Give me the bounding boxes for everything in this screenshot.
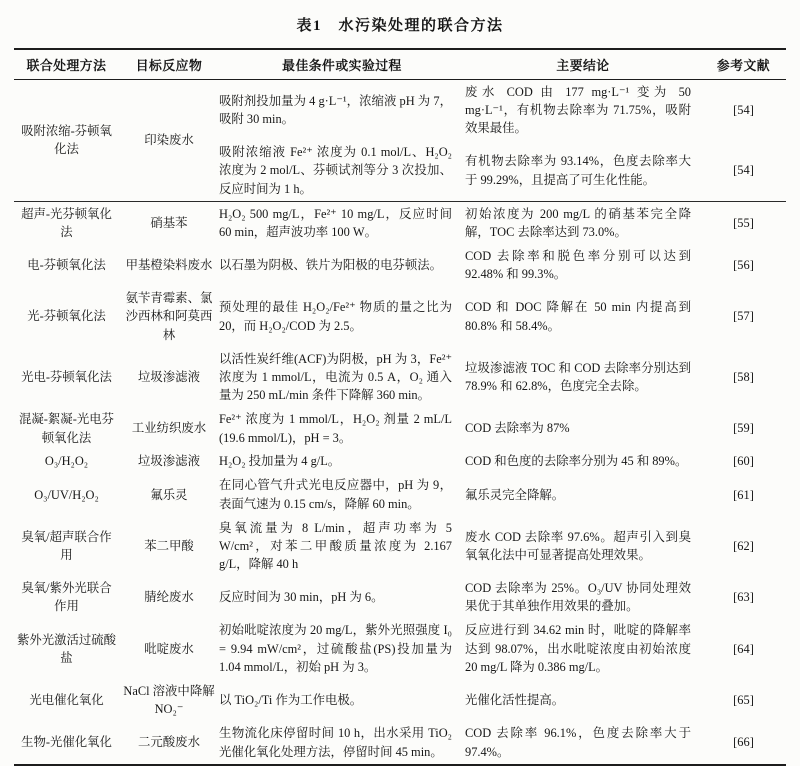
method-cell: 生物-光催化氧化: [21, 735, 112, 750]
method-cell: O₃/H₂O₂: [44, 454, 89, 469]
target-cell: 印染废水: [144, 133, 194, 148]
conclusion-cell: 废水 COD 由 177 mg·L⁻¹ 变为 50 mg·L⁻¹，有机物去除率为 71.75%，吸附效果最佳。: [465, 84, 691, 136]
conclusion-cell: 废水 COD 去除率 97.6%。超声引入到臭氧氧化法中可显著提高处理效果。: [465, 529, 691, 563]
table-row: [14, 347, 786, 408]
header-method: 联合处理方法: [14, 49, 119, 80]
method-cell: 电-芬顿氧化法: [27, 258, 106, 273]
reference-cell: [64]: [733, 641, 754, 656]
table-body: [14, 80, 786, 765]
conditions-cell: H₂O₂ 500 mg/L，Fe²⁺ 10 mg/L，反应时间 60 min，超声波功率 100 W。: [219, 202, 465, 245]
table-row: [14, 577, 786, 619]
reference-cell: [59]: [733, 421, 754, 436]
conditions-cell: 预处理的最佳 H₂O₂/Fe²⁺ 物质的量之比为 20，而 H₂O₂/COD 为 2.5。: [219, 300, 452, 333]
conditions-cell: 以活性炭纤维(ACF)为阴极，pH 为 3，Fe²⁺ 浓度为 1 mmol/L，电流为 0.5 A，O₂ 通入量为 250 mL/min 条件下降解 360 min。: [219, 351, 452, 403]
conclusion-cell: COD 去除率为 25%。O₃/UV 协同处理效果优于其单独作用效果的叠加。: [465, 581, 691, 614]
reference-cell: [57]: [733, 309, 754, 324]
conditions-cell: 反应时间为 30 min，pH 为 6。: [219, 590, 384, 605]
reference-cell: [54]: [733, 102, 754, 117]
conditions-cell: 吸附剂投加量为 4 g·L⁻¹，浓缩液 pH 为 7，吸附 30 min。: [219, 93, 452, 127]
target-cell: 垃圾渗滤液: [138, 370, 200, 385]
conditions-cell: H₂O₂ 投加量为 4 g/L。: [219, 454, 341, 469]
table-row: [14, 202, 786, 245]
conclusion-cell: 有机物去除率为 93.14%，色度去除率大于 99.29%，且提高了可生化性能。: [465, 154, 691, 187]
conditions-cell: 初始吡啶浓度为 20 mg/L，紫外光照强度 I₀ = 9.94 mW/cm²，过硫酸盐(PS)投加量为 1.04 mmol/L，初始 pH 为 3。: [219, 623, 452, 675]
method-cell: 臭氧/紫外光联合作用: [21, 581, 112, 614]
conclusion-cell: 反应进行到 34.62 min 时，吡啶的降解率达到 98.07%，出水吡啶浓度由初始浓度 20 mg/L 降为 0.386 mg/L。: [465, 623, 691, 675]
target-cell: 垃圾渗滤液: [138, 454, 200, 469]
header-conclusion: 主要结论: [465, 49, 701, 80]
table-header: [14, 49, 786, 80]
table-title: 表1 水污染处理的联合方法: [296, 18, 504, 34]
conclusion-cell: 光催化活性提高。: [465, 693, 565, 708]
target-cell: 二元酸废水: [138, 735, 200, 750]
reference-cell: [55]: [701, 202, 786, 245]
method-cell: 吸附浓缩-芬顿氧化法: [21, 123, 112, 157]
reference-cell: [62]: [733, 538, 754, 553]
header-conditions: 最佳条件或实验过程: [219, 49, 465, 80]
conclusion-cell: 初始浓度为 200 mg/L 的硝基苯完全降解，TOC 去除率达到 73.0%。: [465, 202, 701, 245]
conclusion-cell: COD 和色度的去除率分别为 45 和 89%。: [465, 454, 688, 469]
target-cell: 氟乐灵: [150, 487, 188, 502]
reference-cell: [54]: [733, 163, 754, 178]
conditions-cell: 生物流化床停留时间 10 h，出水采用 TiO₂ 光催化氧化处理方法，停留时间 45 min。: [219, 726, 452, 759]
table-row: [14, 408, 786, 450]
conditions-cell: 以 TiO₂/Ti 作为工作电极。: [219, 693, 363, 708]
conclusion-cell: COD 和 DOC 降解在 50 min 内提高到 80.8% 和 58.4%。: [465, 300, 691, 333]
conditions-cell: 在同心管气升式光电反应器中，pH 为 9，表面气速为 0.15 cm/s，降解 60 min。: [219, 478, 452, 511]
table-row: [14, 80, 786, 141]
reference-cell: [66]: [733, 735, 754, 750]
reference-cell: [63]: [733, 590, 754, 605]
reference-cell: [65]: [733, 693, 754, 708]
method-cell: 超声-光芬顿氧化法: [14, 202, 119, 245]
target-cell: 腈纶废水: [144, 590, 194, 605]
table-row: [14, 450, 786, 474]
method-cell: O₃/UV/H₂O₂: [34, 487, 99, 502]
table-row: [14, 244, 786, 286]
conditions-cell: Fe²⁺ 浓度为 1 mmol/L，H₂O₂ 剂量 2 mL/L (19.6 mmol/L)，pH = 3。: [219, 412, 452, 445]
method-cell: 光-芬顿氧化法: [27, 309, 106, 324]
table-row: [14, 474, 786, 516]
reference-cell: [61]: [733, 487, 754, 502]
conclusion-cell: COD 去除率为 87%: [465, 421, 570, 436]
conclusion-cell: 氟乐灵完全降解。: [465, 487, 565, 502]
table-row: [14, 516, 786, 577]
target-cell: 吡啶废水: [144, 641, 194, 656]
target-cell: 氨苄青霉素、氯沙西林和阿莫西林: [125, 291, 213, 342]
header-row: [14, 49, 786, 80]
table-row: [14, 722, 786, 765]
target-cell: NaCl 溶液中降解 NO₂⁻: [123, 683, 215, 717]
conditions-cell: 臭氧流量为 8 L/min，超声功率为 5 W/cm²，对苯二甲酸质量浓度为 2.167 g/L，降解 40 h: [219, 520, 452, 572]
method-cell: 臭氧/超声联合作用: [21, 529, 112, 563]
target-cell: 甲基橙染料废水: [125, 258, 213, 273]
method-cell: 紫外光激活过硫酸盐: [16, 632, 117, 665]
conditions-cell: 吸附浓缩液 Fe²⁺ 浓度为 0.1 mol/L、H₂O₂ 浓度为 2 mol/L、芬顿试剂等分 3 次投加、反应时间为 1 h。: [219, 145, 452, 196]
header-target: 目标反应物: [119, 49, 219, 80]
method-cell: 光电-芬顿氧化法: [21, 370, 112, 385]
conclusion-cell: COD 去除率 96.1%，色度去除率大于 97.4%。: [465, 726, 691, 759]
conditions-cell: 以石墨为阴极、铁片为阳极的电芬顿法。: [219, 258, 443, 273]
reference-cell: [60]: [733, 454, 754, 469]
header-reference: 参考文献: [701, 49, 786, 80]
table-row: [14, 619, 786, 680]
reference-cell: [56]: [733, 258, 754, 273]
target-cell: 苯二甲酸: [144, 538, 194, 553]
reference-cell: [58]: [733, 370, 754, 385]
conclusion-cell: 垃圾渗滤液 TOC 和 COD 去除率分别达到 78.9% 和 62.8%，色度完全去除。: [465, 360, 691, 394]
combined-methods-table: [14, 48, 786, 766]
table-row: [14, 679, 786, 721]
target-cell: 硝基苯: [119, 202, 219, 245]
target-cell: 工业纺织废水: [131, 421, 207, 436]
method-cell: 混凝-絮凝-光电芬顿氧化法: [19, 412, 114, 445]
conclusion-cell: COD 去除率和脱色率分别可以达到 92.48% 和 99.3%。: [465, 248, 691, 282]
method-cell: 光电催化氧化: [29, 693, 104, 708]
table-row: [14, 287, 786, 348]
